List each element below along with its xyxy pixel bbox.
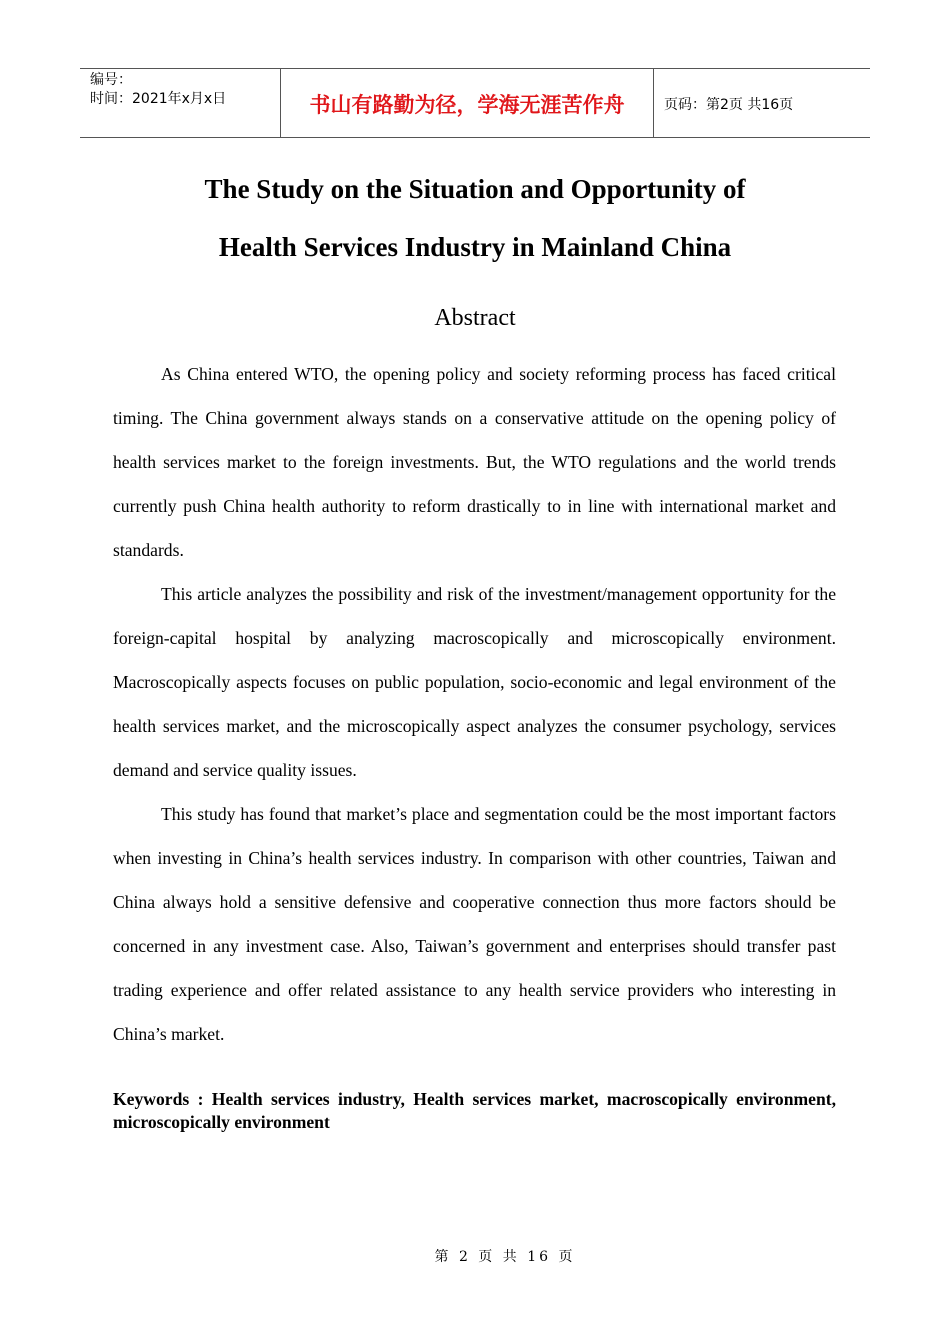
header-number-label: 编号： bbox=[90, 72, 132, 88]
header-motto: 书山有路勤为径，学海无涯苦作舟 bbox=[281, 69, 654, 137]
abstract-paragraph: This study has found that market’s place and segmentation could be the most important factors when investing in China’s health services industry. In comparison with other countries, Taiwan and China always hold a sensitive defensive and cooperative connection thus more factors should be concerned in any investment case. Also, Taiwan’s government and enterprises should transfer past trading experience and offer related assistance to any health service providers who interesting in China’s market. bbox=[113, 804, 836, 1044]
page-footer: 第 2 页 共 16 页 bbox=[434, 1249, 576, 1265]
keywords: Keywords : Health services industry, Health services market, macroscopically environment, microscopically environment bbox=[113, 1089, 836, 1132]
abstract-paragraph: As China entered WTO, the opening policy and society reforming process has faced critical timing. The China government always stands on a conservative attitude on the opening policy of health services market to the foreign investments. But, the WTO regulations and the world trends currently push China health authority to reform drastically to in line with international market and standards. bbox=[113, 364, 836, 560]
header-time-label: 时间：2021年x月x日 bbox=[90, 91, 227, 107]
abstract-body bbox=[113, 352, 836, 1056]
abstract-paragraph: This article analyzes the possibility and risk of the investment/management opportunity for the foreign-capital hospital by analyzing macroscopically and microscopically environment. Macroscopically aspects focuses on public population, socio-economic and legal environment of the health services market, and the microscopically aspect analyzes the consumer psychology, services demand and service quality issues. bbox=[113, 584, 836, 780]
document-title-line-1: The Study on the Situation and Opportunity of bbox=[204, 174, 746, 204]
abstract-heading: Abstract bbox=[434, 305, 516, 331]
header-page-info: 页码：第2页 共16页 bbox=[664, 97, 794, 113]
header-meta bbox=[80, 69, 281, 137]
document-title-line-2: Health Services Industry in Mainland China bbox=[218, 232, 732, 262]
page-header bbox=[80, 68, 870, 138]
